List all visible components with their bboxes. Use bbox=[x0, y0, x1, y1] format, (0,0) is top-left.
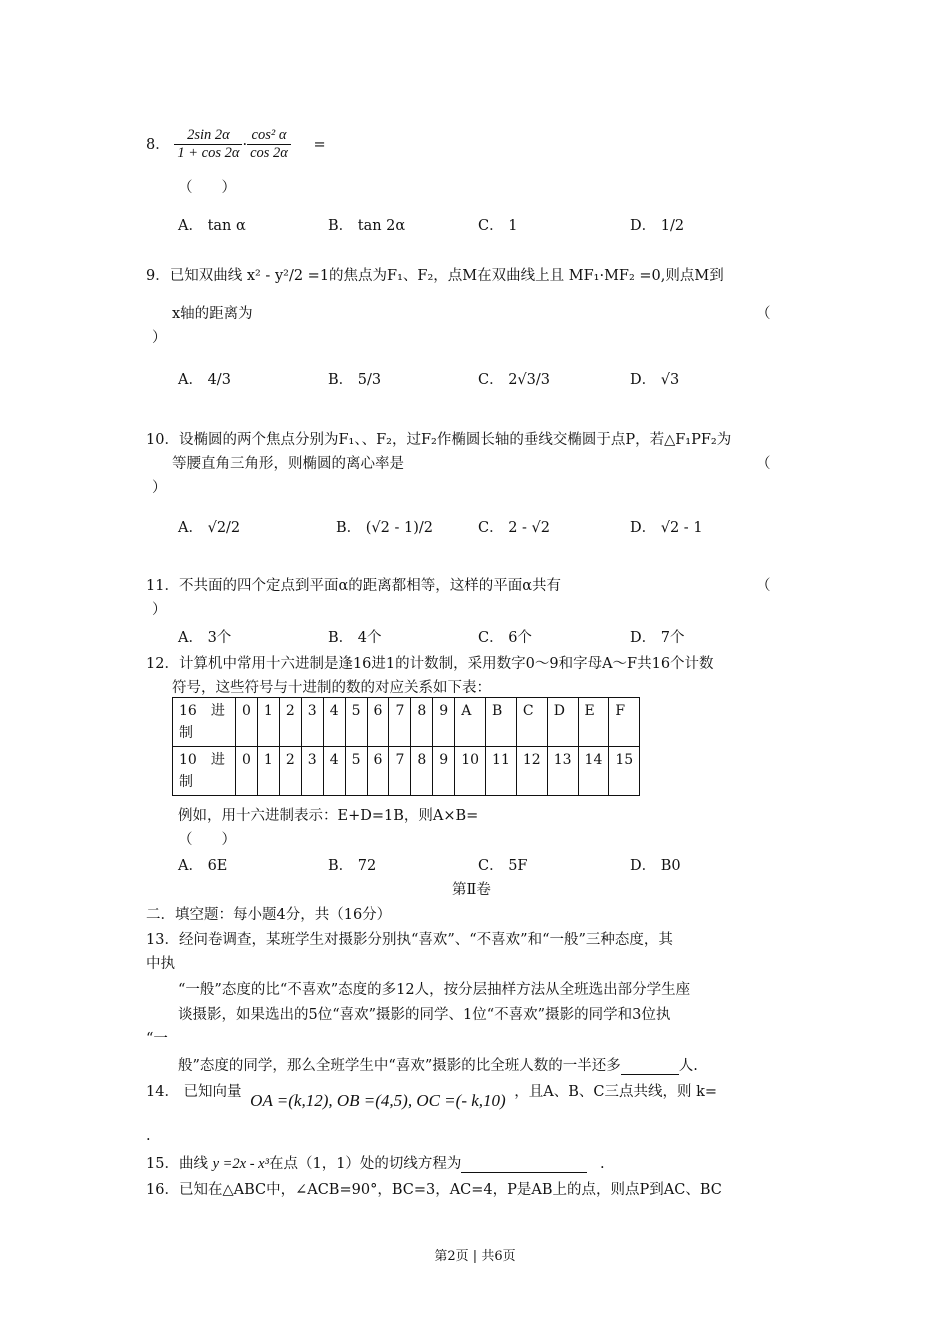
table-cell: 9 bbox=[433, 747, 455, 796]
q12-line2: 符号，这些符号与十进制的数的对应关系如下表： bbox=[172, 680, 491, 696]
q16-line1: 16．已知在△ABC中，∠ACB=90°，BC=3，AC=4，P是AB上的点，则点P到AC、BC bbox=[146, 1182, 722, 1198]
table-cell: 8 bbox=[411, 698, 433, 747]
table-cell: 9 bbox=[433, 698, 455, 747]
table-cell: F bbox=[609, 698, 640, 747]
q8-paren: （ ） bbox=[178, 180, 236, 196]
table-cell: 15 bbox=[609, 747, 640, 796]
table-cell: 3 bbox=[301, 747, 323, 796]
q11-option-c: C． 6个 bbox=[478, 630, 532, 646]
row-label-dec: 10 进制 bbox=[173, 747, 236, 796]
table-row bbox=[173, 698, 640, 747]
q12-option-b: B． 72 bbox=[328, 858, 377, 874]
q15-line bbox=[146, 1152, 605, 1173]
q10-line1: 10．设椭圆的两个焦点分别为F₁、、F₂，过F₂作椭圆长轴的垂线交椭圆于点P，若△F₁PF₂为 bbox=[146, 432, 732, 448]
table-cell: A bbox=[455, 698, 486, 747]
q15-formula: y =2x - x³ bbox=[212, 1156, 269, 1172]
q14-line bbox=[146, 1080, 718, 1110]
q13-line4: 谈摄影，如果选出的5位“喜欢”摄影的同学、1位“不喜欢”摄影的同学和3位执 bbox=[178, 1007, 671, 1023]
table-cell: 6 bbox=[367, 747, 389, 796]
q8-stem: 8． $\frac{2\sin 2\alpha}{1 + \cos 2\alpha}$ · $\frac{\text{cos² α}}{\cos 2\alpha}$ = bbox=[146, 127, 326, 162]
q15-lead: 15．曲线 bbox=[146, 1156, 208, 1172]
row-label-hex: 16 进制 bbox=[173, 698, 236, 747]
q12-line1: 12．计算机中常用十六进制是逢16进1的计数制，采用数字0～9和字母A～F共16个计数 bbox=[146, 656, 714, 672]
q10-paren-open: （ bbox=[756, 456, 771, 472]
q10-option-b: B． (√2 - 1)/2 bbox=[336, 520, 433, 536]
table-cell: 4 bbox=[323, 698, 345, 747]
q12-paren: （ ） bbox=[178, 832, 236, 848]
q8-number: 8． bbox=[146, 136, 170, 153]
table-cell: D bbox=[547, 698, 578, 747]
q12-option-a: A． 6E bbox=[178, 858, 228, 874]
table-cell: 1 bbox=[257, 698, 279, 747]
table-cell: 11 bbox=[486, 747, 517, 796]
table-cell: 0 bbox=[236, 747, 258, 796]
q14-tail: ，且A、B、C三点共线，则 k= bbox=[514, 1084, 718, 1100]
q15-mid: 在点（1，1）处的切线方程为 bbox=[268, 1156, 462, 1172]
table-cell: E bbox=[578, 698, 609, 747]
q11-option-b: B． 4个 bbox=[328, 630, 382, 646]
table-cell: 3 bbox=[301, 698, 323, 747]
q13-line2: 中执 bbox=[146, 956, 175, 972]
q12-option-d: D． B0 bbox=[630, 858, 681, 874]
table-cell: 4 bbox=[323, 747, 345, 796]
q12-option-c: C． 5F bbox=[478, 858, 528, 874]
q8-option-c: C． 1 bbox=[478, 218, 518, 234]
q9-paren-open: （ bbox=[756, 306, 771, 322]
table-cell: 2 bbox=[279, 747, 301, 796]
table-cell: 8 bbox=[411, 747, 433, 796]
table-cell: 14 bbox=[578, 747, 609, 796]
q9-option-a: A． 4/3 bbox=[178, 372, 231, 388]
table-cell: 0 bbox=[236, 698, 258, 747]
q14-lead: 14． 已知向量 bbox=[146, 1084, 242, 1100]
q11-paren-open: （ bbox=[756, 578, 771, 594]
q11-line1: 11．不共面的四个定点到平面α的距离都相等，这样的平面α共有 bbox=[146, 578, 562, 594]
table-cell: B bbox=[486, 698, 517, 747]
q13-line3: “一般”态度的比“不喜欢”态度的多12人，按分层抽样方法从全班选出部分学生座 bbox=[178, 982, 691, 998]
q13-line1: 13．经问卷调查，某班学生对摄影分别执“喜欢”、“不喜欢”和“一般”三种态度，其 bbox=[146, 932, 673, 948]
page-footer: 第2页 | 共6页 bbox=[434, 1249, 516, 1264]
q15-answer-blank[interactable] bbox=[461, 1156, 587, 1173]
q8-fraction-2: $\frac{\text{cos² α}}{\cos 2\alpha}$ bbox=[247, 127, 291, 163]
q14-formula: OA =(k,12), OB =(4,5), OC =(- k,10) bbox=[250, 1091, 506, 1110]
section-title: 第Ⅱ卷 bbox=[452, 882, 491, 898]
table-cell: 12 bbox=[516, 747, 547, 796]
table-cell: 10 bbox=[455, 747, 486, 796]
table-cell: 13 bbox=[547, 747, 578, 796]
table-cell: 1 bbox=[257, 747, 279, 796]
q9-option-b: B． 5/3 bbox=[328, 372, 382, 388]
table-cell: 7 bbox=[389, 698, 411, 747]
q13-line6-end: 人. bbox=[678, 1058, 698, 1074]
q9-option-c: C． 2√3/3 bbox=[478, 372, 551, 388]
table-cell: 2 bbox=[279, 698, 301, 747]
table-cell: 5 bbox=[345, 747, 367, 796]
q15-end: . bbox=[600, 1156, 605, 1172]
q10-paren-close: ） bbox=[152, 480, 167, 496]
q8-option-b: B． tan 2α bbox=[328, 218, 406, 234]
q9-line1: 9．已知双曲线 x² - y²/2 =1的焦点为F₁、F₂，点M在双曲线上且 MF₁·MF₂ =0,则点M到 bbox=[146, 268, 724, 284]
q10-option-d: D． √2 - 1 bbox=[630, 520, 703, 536]
q10-option-c: C． 2 - √2 bbox=[478, 520, 551, 536]
q8-option-d: D． 1/2 bbox=[630, 218, 685, 234]
q13-line6-text: 般”态度的同学，那么全班学生中“喜欢”摄影的比全班人数的一半还多 bbox=[178, 1058, 621, 1074]
hex-conversion-table bbox=[172, 697, 640, 796]
q8-equals: = bbox=[313, 136, 326, 153]
q10-line2: 等腰直角三角形，则椭圆的离心率是 bbox=[172, 456, 404, 472]
q11-option-d: D． 7个 bbox=[630, 630, 685, 646]
q13-answer-blank[interactable] bbox=[621, 1058, 679, 1075]
q10-option-a: A． √2/2 bbox=[178, 520, 241, 536]
q11-option-a: A． 3个 bbox=[178, 630, 232, 646]
q8-option-a: A． tan α bbox=[178, 218, 246, 234]
q13-line5: “一 bbox=[146, 1031, 168, 1047]
table-cell: C bbox=[516, 698, 547, 747]
q9-line2: x轴的距离为 bbox=[172, 306, 253, 322]
q9-option-d: D． √3 bbox=[630, 372, 680, 388]
table-row bbox=[173, 747, 640, 796]
table-cell: 5 bbox=[345, 698, 367, 747]
q11-paren-close: ） bbox=[152, 602, 167, 618]
table-cell: 6 bbox=[367, 698, 389, 747]
section-header: 二．填空题：每小题4分，共（16分） bbox=[146, 907, 392, 923]
q12-example: 例如，用十六进制表示：E+D=1B，则A×B= bbox=[178, 808, 479, 824]
q8-fraction-1: $\frac{2\sin 2\alpha}{1 + \cos 2\alpha}$ bbox=[174, 127, 242, 163]
q13-line6 bbox=[178, 1054, 698, 1075]
table-cell: 7 bbox=[389, 747, 411, 796]
q9-paren-close: ） bbox=[152, 330, 167, 346]
q14-end: . bbox=[146, 1128, 151, 1144]
